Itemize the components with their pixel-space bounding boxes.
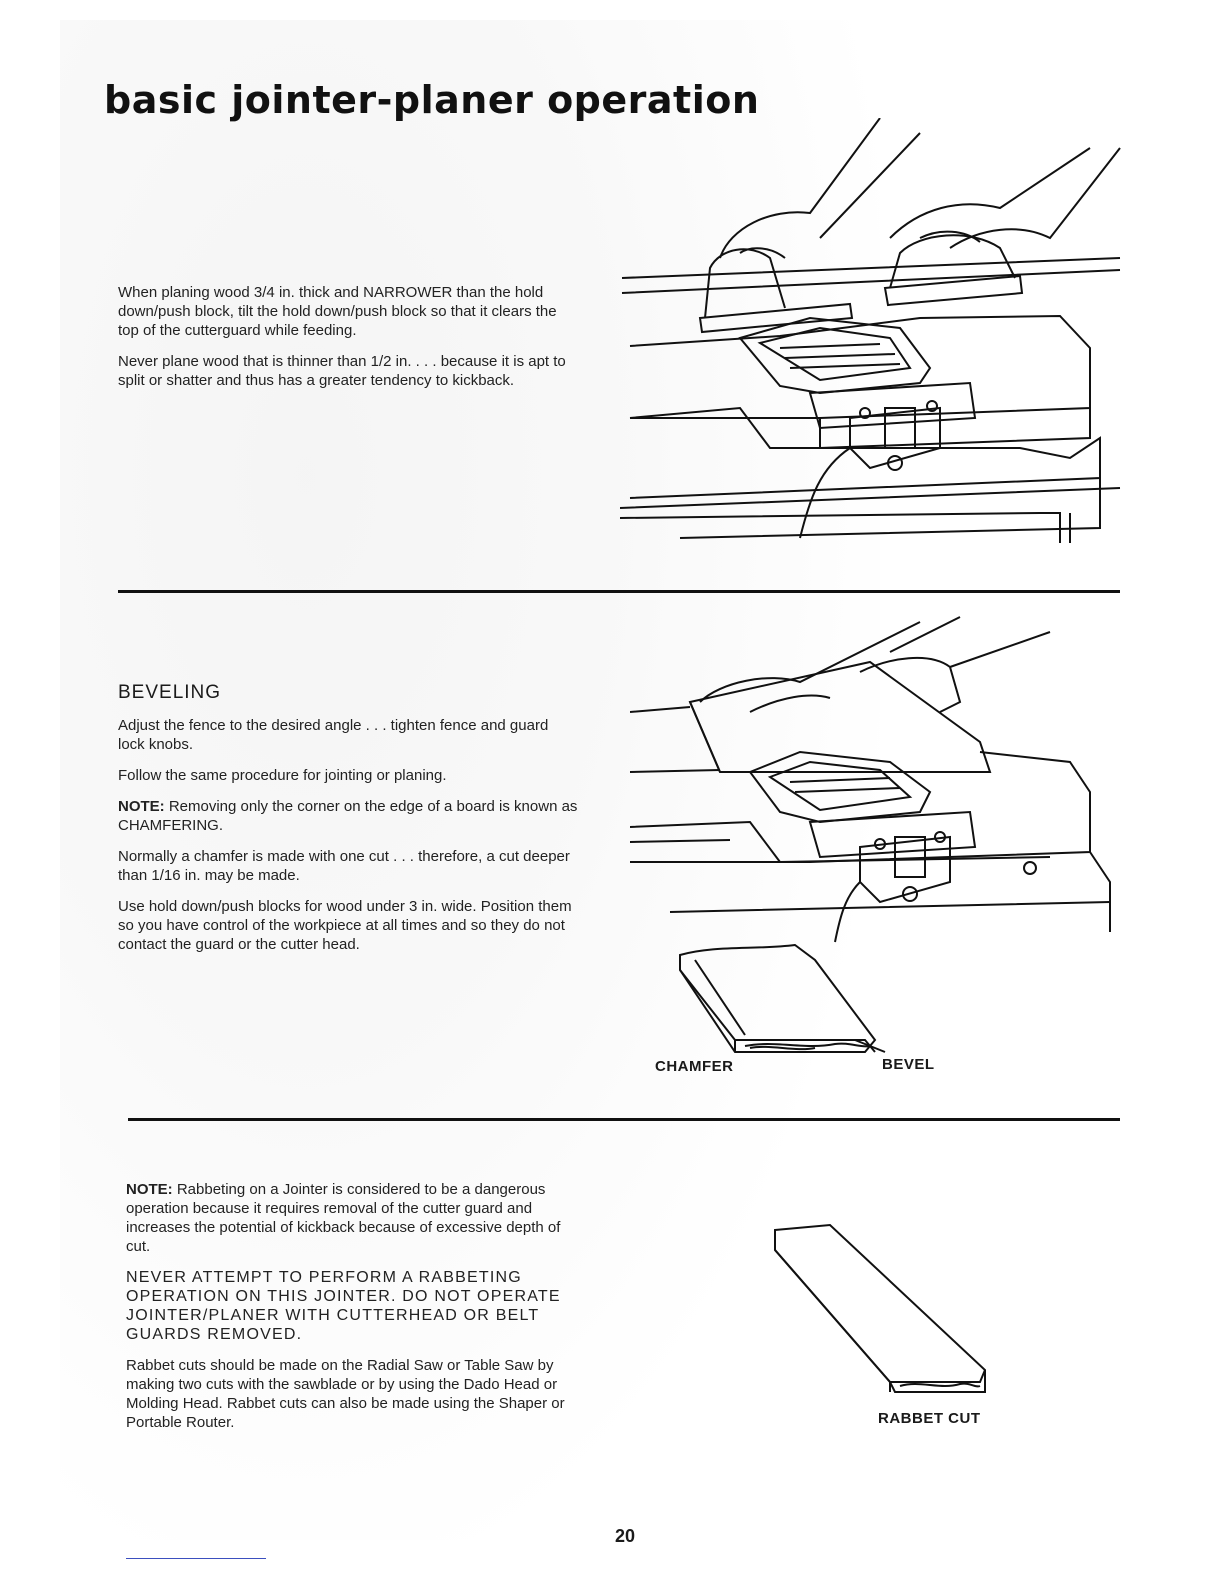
bottom-underline	[126, 1558, 266, 1559]
planing-text-block	[118, 283, 573, 402]
jointer-push-block-illustration	[620, 118, 1140, 550]
rabbeting-paragraph-3: Rabbet cuts should be made on the Radial Saw or Table Saw by making two cuts with the sawblade or by using the Dado Head or Molding Head. Rabbet cuts can also be made using the Shaper or Portable Router.	[126, 1357, 565, 1431]
rabbeting-warning: NEVER ATTEMPT TO PERFORM A RABBETING OPERATION ON THIS JOINTER. DO NOT OPERATE JOINTER/PLANER WITH CUTTERHEAD OR BELT GUARDS REMOVED.	[126, 1269, 561, 1343]
page-number: 20	[614, 1526, 636, 1546]
rabbeting-note-label: NOTE:	[126, 1181, 173, 1198]
beveling-paragraph-4: Normally a chamfer is made with one cut . . . therefore, a cut deeper than 1/16 in. may be made.	[118, 848, 570, 884]
chamfer-note-paragraph	[118, 797, 578, 835]
chamfer-note-text: Removing only the corner on the edge of a board is known as CHAMFERING.	[118, 798, 578, 834]
chamfer-bevel-board-illustration	[675, 940, 890, 1060]
section-divider-1	[118, 590, 1120, 593]
beveling-heading: BEVELING	[118, 682, 222, 703]
planing-paragraph-1: When planing wood 3/4 in. thick and NARROWER than the hold down/push block, tilt the hold down/push block so that it clears the top of the cutterguard while feeding.	[118, 284, 557, 339]
beveling-illustration	[630, 612, 1130, 947]
note-label: NOTE:	[118, 798, 165, 815]
rabbet-cut-caption: RABBET CUT	[878, 1410, 981, 1427]
rabbet-cut-board-illustration	[770, 1220, 995, 1400]
beveling-paragraph-2: Follow the same procedure for jointing or planing.	[118, 767, 447, 784]
rabbeting-note-text: Rabbeting on a Jointer is considered to be a dangerous operation because it requires removal of the cutter guard and increases the potential of kickback because of excessive depth of cut.	[126, 1181, 561, 1255]
beveling-paragraph-1: Adjust the fence to the desired angle . . . tighten fence and guard lock knobs.	[118, 717, 549, 753]
page-title: basic jointer-planer operation	[104, 78, 760, 122]
rabbeting-note-paragraph	[126, 1180, 581, 1256]
section-divider-2	[128, 1118, 1120, 1121]
beveling-paragraph-5: Use hold down/push blocks for wood under 3 in. wide. Position them so you have control of the workpiece at all times and so they do not contact the guard or the cutter head.	[118, 898, 572, 953]
beveling-text-block	[118, 683, 578, 966]
chamfer-caption: CHAMFER	[655, 1058, 734, 1075]
rabbeting-text-block	[126, 1180, 581, 1444]
planing-paragraph-2: Never plane wood that is thinner than 1/2 in. . . . because it is apt to split or shatter and thus has a greater tendency to kickback.	[118, 353, 566, 389]
bevel-caption: BEVEL	[882, 1056, 935, 1073]
